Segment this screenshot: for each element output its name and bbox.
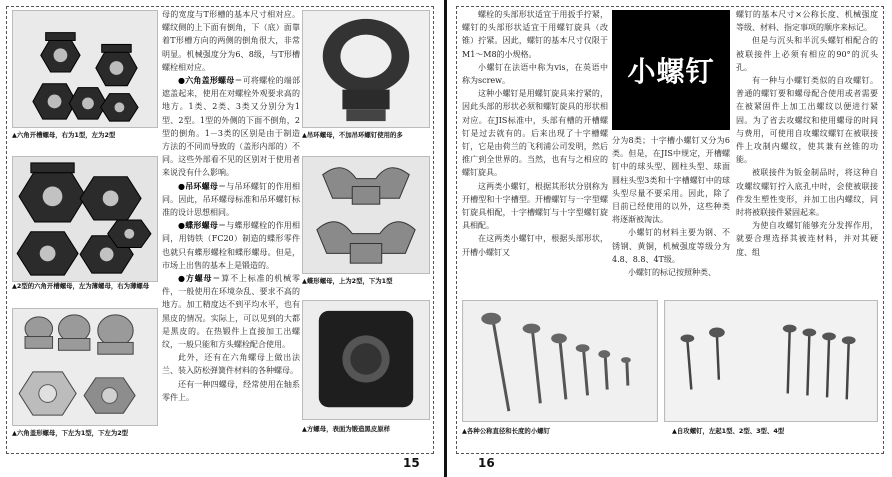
caption-square-nut: ▲方螺母，表面为锻造黑皮原样: [302, 425, 390, 433]
paragraph: 但是与沉头和半沉头螺钉相配合的被联接件上必须有相应的90°的沉头孔。: [736, 36, 878, 72]
photo-eye-nut: [302, 10, 430, 128]
lead-eye-nut: ●吊环螺母: [178, 181, 219, 191]
paragraph: 有一种与小螺钉类似的自攻螺钉。普通的螺钉要和螺母配合使用或者需要在被紧固件上加工出螺纹以便进行紧固。为了省去攻螺纹和使用螺母的时间与费用，可使用自攻螺纹螺钉在被联接件上攻制内螺纹，使其兼有丝锥的功能。: [736, 76, 878, 165]
photo-wing-nuts: [302, 156, 430, 274]
left-text-column: [162, 8, 300, 404]
lead-wing-nut: ●蝶形螺母: [178, 221, 219, 231]
body-hex-cap: ＝可将螺栓的端部遮盖起来，使用在对螺栓外观要求高的地方。1类、2类、3类又分别分为1型、2型。1型的外侧的下面不倒角，2型的倒角。1－3类的区别是由于制造方法的不同而导致的（盖形内部的）不同。这些外部看不见的区别对于使用者来说没有什么影响。: [162, 76, 301, 178]
paragraph-square-nut: [162, 272, 300, 351]
caption-cap-nuts: ▲六角盖形螺母，下左为1型，下左为2型: [12, 429, 129, 437]
page-number-right: 16: [478, 456, 495, 470]
right-text-column-a: [462, 8, 608, 259]
body-eye-nut: ＝与吊环螺钉的作用相同。因此，吊环螺母标准和吊环螺钉标准的设计思想相同。: [162, 181, 301, 218]
right-page: [452, 0, 892, 477]
paragraph: 母的宽度与T形槽的基本尺寸相对应。螺纹侧的上下面有倒角，下（底）面靠着T形槽方向的两侧的倒角很大，非常明显。机械强度分为6、8级，与T形槽螺栓相对应。: [162, 10, 300, 72]
paragraph-eye-nut: [162, 180, 300, 220]
section-title: 小螺钉: [627, 55, 715, 88]
lead-square-nut: ●方螺母: [178, 274, 213, 284]
right-text-column-c: [736, 8, 878, 259]
paragraph: 还有一种四螺母，经常使用在轴系零件上。: [162, 379, 300, 402]
lead-hex-cap: ●六角盖形螺母: [178, 76, 235, 86]
caption-wing-nut: ▲蝶形螺母，上为2型，下为1型: [302, 277, 393, 285]
paragraph: 小螺钉的材料主要为钢、不锈钢、黄铜，机械强度等级分为4.8、8.8、4T级。: [612, 228, 730, 264]
paragraph: 被联接件为钣金制品时，将这种自攻螺纹螺钉拧入底孔中时，会使被联接件发生塑性变形，并加工出内螺纹，同时将被联接件紧固起来。: [736, 168, 878, 218]
paragraph: 这两类小螺钉，根据其形状分别称为开槽型和十字槽型。开槽螺钉与一字型螺钉旋具相配，十字槽螺钉与十字型螺钉旋具相配。: [462, 181, 608, 231]
caption-hex-slotted: ▲六角开槽螺母，右为1型，左为2型: [12, 131, 116, 139]
spine-line: [444, 0, 447, 477]
paragraph: 此外，还有在六角螺母上做出法兰、装入防松弹簧件材料的各种螺母。: [162, 353, 300, 376]
photo-square-nut: [302, 300, 430, 420]
photo-cap-nuts: [12, 308, 158, 426]
body-wing-nut: ＝与蝶形螺栓的作用相同，用铸铁（FC20）制造的蝶形零件也就只有蝶形螺栓和蝶形螺母。但是，市场上出售的基本上是锻造的。: [162, 221, 301, 270]
left-page: [0, 0, 440, 477]
paragraph-hex-cap: [162, 74, 300, 180]
right-text-column-b: [612, 134, 730, 279]
paragraph: 螺钉的基本尺寸×公称长度、机械强度等级、材料、指定事项的顺序来标记。: [736, 10, 878, 33]
paragraph: 在这两类小螺钉中，根据头部形状，开槽小螺钉又: [462, 234, 608, 257]
caption-tapping-screws: ▲自攻螺钉，左起1型、2型、3型、4型: [672, 427, 785, 435]
paragraph: 这种小螺钉是用螺钉旋具来拧紧的，因此头部的形状必须和螺钉旋具的形状相对应。在JIS标准中，头部有槽的开槽螺钉是过去就有的。后来出现了十字槽螺钉，它是由荷兰的飞利浦公司发明，然后推广到全世界的。当然，也有与之相应的螺钉旋具。: [462, 89, 608, 178]
photo-small-screws: [462, 300, 658, 422]
paragraph: 小螺钉在法语中称为vis，在英语中称为screw。: [462, 62, 608, 86]
page-number-left: 15: [403, 456, 420, 470]
paragraph-wing-nut: [162, 219, 300, 272]
paragraph: 螺栓的头部形状适宜于用扳手拧紧，螺钉的头部形状适宜于用螺钉旋具（改锥）拧紧。因此，螺钉的基本尺寸仅限于M1～M8的小规格。: [462, 10, 608, 59]
caption-eye-nut: ▲吊环螺母，不加吊环螺钉使用的多: [302, 131, 403, 139]
body-square-nut: ＝算不上标准的机械零件，一般使用在环境杂乱、要求不高的地方。加工精度达不到平均水平，也有黑皮的情况。实际上，可以见到的大都是黑皮的。在热锻件上直接加工出螺纹，一般只能和方头螺栓配合使用。: [162, 274, 301, 350]
photo-tapping-screws: [664, 300, 878, 422]
paragraph: 为使自攻螺钉能够充分发挥作用，就要合理选择其被连材料，并对其硬度、组: [736, 221, 878, 257]
caption-thin-slotted: ▲2型的六角开槽螺母，左为薄螺母，右为薄螺母: [12, 282, 150, 290]
paragraph: 小螺钉的标记按照种类、: [628, 268, 716, 278]
photo-hex-slotted-nuts: [12, 10, 158, 128]
section-title-box: [612, 10, 730, 130]
caption-small-screws: ▲各种公称直径和长度的小螺钉: [462, 427, 550, 435]
paragraph: 分为8类；十字槽小螺钉又分为6类。但是，在JIS中规定，开槽螺钉中的球头型、圆柱头型、球面圆柱头型3类和十字槽螺钉中的球头型尽量不要采用。因此，除了目前已经使用的以外，这些种类将逐渐被淘汰。: [612, 136, 730, 225]
photo-thin-slotted-nuts: [12, 156, 158, 282]
